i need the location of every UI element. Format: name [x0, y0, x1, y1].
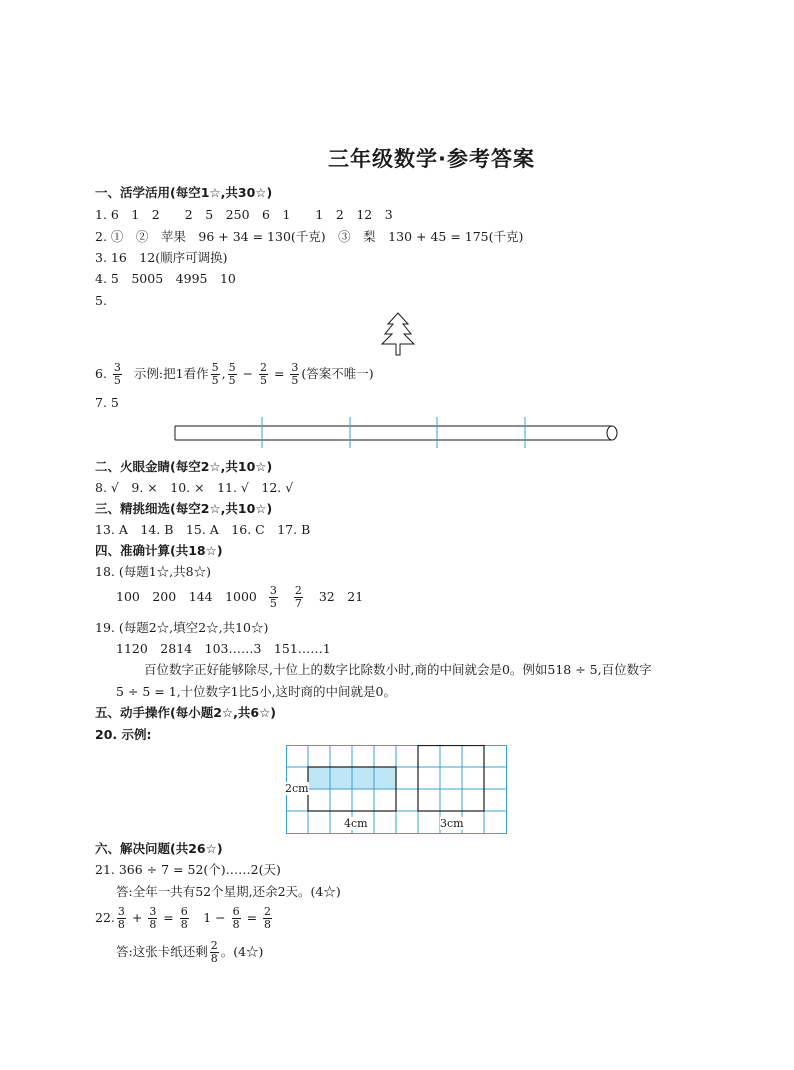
q22-answer-text: 答:这张卡纸还剩 — [116, 944, 208, 959]
label-2cm: 2cm — [285, 782, 309, 795]
section-1-heading: 一、活学活用(每空1☆,共30☆) — [95, 185, 273, 200]
q18-values-a: 100 200 144 1000 — [116, 589, 257, 604]
q22-fraction-1: $\frac{3}{8}$ — [117, 905, 125, 931]
q22-fraction-4: $\frac{6}{8}$ — [232, 905, 240, 931]
answer-q5: 5. — [95, 293, 107, 308]
answer-q19: 19. (每题2☆,填空2☆,共10☆) — [95, 620, 269, 635]
q22-plus: + — [127, 910, 147, 925]
q6-label: 6. — [95, 366, 107, 381]
answer-q19-explanation-2: 5 ÷ 5 = 1,十位数字1比5小,这时商的中间就是0。 — [116, 684, 397, 699]
answer-q18-values — [116, 585, 363, 610]
q6-minus: − — [238, 366, 257, 381]
q6-fraction-2: $\frac{5}{5}$ — [211, 361, 219, 387]
rod-figure — [170, 416, 622, 448]
q6-text: 示例:把1看作 — [133, 366, 209, 381]
section-5-heading: 五、动手操作(每小题2☆,共6☆) — [95, 705, 276, 720]
q22-fraction-2: $\frac{3}{8}$ — [149, 905, 157, 931]
q22-answer-fraction: $\frac{2}{8}$ — [210, 939, 218, 965]
grid-svg — [286, 745, 508, 835]
q6-fraction-5: $\frac{3}{5}$ — [291, 361, 299, 387]
section-6-heading: 六、解决问题(共26☆) — [95, 841, 223, 856]
answer-q6 — [95, 362, 374, 387]
answer-q22-answer — [116, 940, 263, 965]
answer-q19-values: 1120 2814 103……3 151……1 — [116, 641, 331, 656]
answer-q18: 18. (每题1☆,共8☆) — [95, 564, 211, 579]
answer-q22 — [95, 906, 274, 931]
q6-note: (答案不唯一) — [301, 366, 374, 381]
answer-q4: 4. 5 5005 4995 10 — [95, 271, 236, 286]
answer-q3: 3. 16 12(顺序可调换) — [95, 250, 228, 265]
answer-q21-answer: 答:全年一共有52个星期,还余2天。(4☆) — [116, 884, 341, 899]
q22-fraction-3: $\frac{6}{8}$ — [180, 905, 188, 931]
q22-fraction-5: $\frac{2}{8}$ — [264, 905, 272, 931]
label-3cm: 3cm — [440, 817, 464, 830]
answer-q13-17: 13. A 14. B 15. A 16. C 17. B — [95, 522, 311, 537]
q6-equals: = — [269, 366, 289, 381]
q6-comma: , — [221, 366, 226, 381]
q18-fraction-2: $\frac{2}{7}$ — [294, 584, 302, 610]
q6-fraction-3: $\frac{5}{5}$ — [228, 361, 236, 387]
q22-label: 22. — [95, 910, 115, 925]
q22-equals-2: = — [242, 910, 262, 925]
square-3x3 — [418, 746, 484, 812]
q6-fraction-4: $\frac{2}{5}$ — [259, 361, 267, 387]
answer-q19-explanation-1: 百位数字正好能够除尽,十位上的数字比除数小时,商的中间就会是0。例如518 ÷ 5,百位数字 — [144, 662, 652, 677]
q22-subtract: 1 − — [190, 910, 230, 925]
label-4cm: 4cm — [344, 817, 368, 830]
answer-q1: 1. 6 1 2 2 5 250 6 1 1 2 12 3 — [95, 207, 393, 222]
answer-q7: 7. 5 — [95, 395, 119, 410]
answer-q20: 20. 示例: — [95, 727, 152, 742]
q22-answer-tail: 。(4☆) — [220, 944, 264, 959]
answer-q21: 21. 366 ÷ 7 = 52(个)……2(天) — [95, 862, 281, 877]
page-title: 三年级数学·参考答案 — [328, 147, 535, 171]
answer-q2: 2. ① ② 苹果 96 + 34 = 130(千克) ③ 梨 130 + 45 = 175(千克) — [95, 229, 524, 244]
section-4-heading: 四、准确计算(共18☆) — [95, 543, 223, 558]
q18-fraction-1: $\frac{3}{5}$ — [269, 584, 277, 610]
answer-q8-12: 8. √ 9. × 10. × 11. √ 12. √ — [95, 480, 294, 495]
q18-values-b: 32 21 — [318, 589, 364, 604]
section-3-heading: 三、精挑细选(每空2☆,共10☆) — [95, 501, 273, 516]
q6-fraction-1: $\frac{3}{5}$ — [113, 361, 121, 387]
grid-figure — [286, 745, 508, 839]
section-2-heading: 二、火眼金睛(每空2☆,共10☆) — [95, 459, 273, 474]
tree-figure — [380, 312, 416, 356]
q22-equals: = — [159, 910, 178, 925]
